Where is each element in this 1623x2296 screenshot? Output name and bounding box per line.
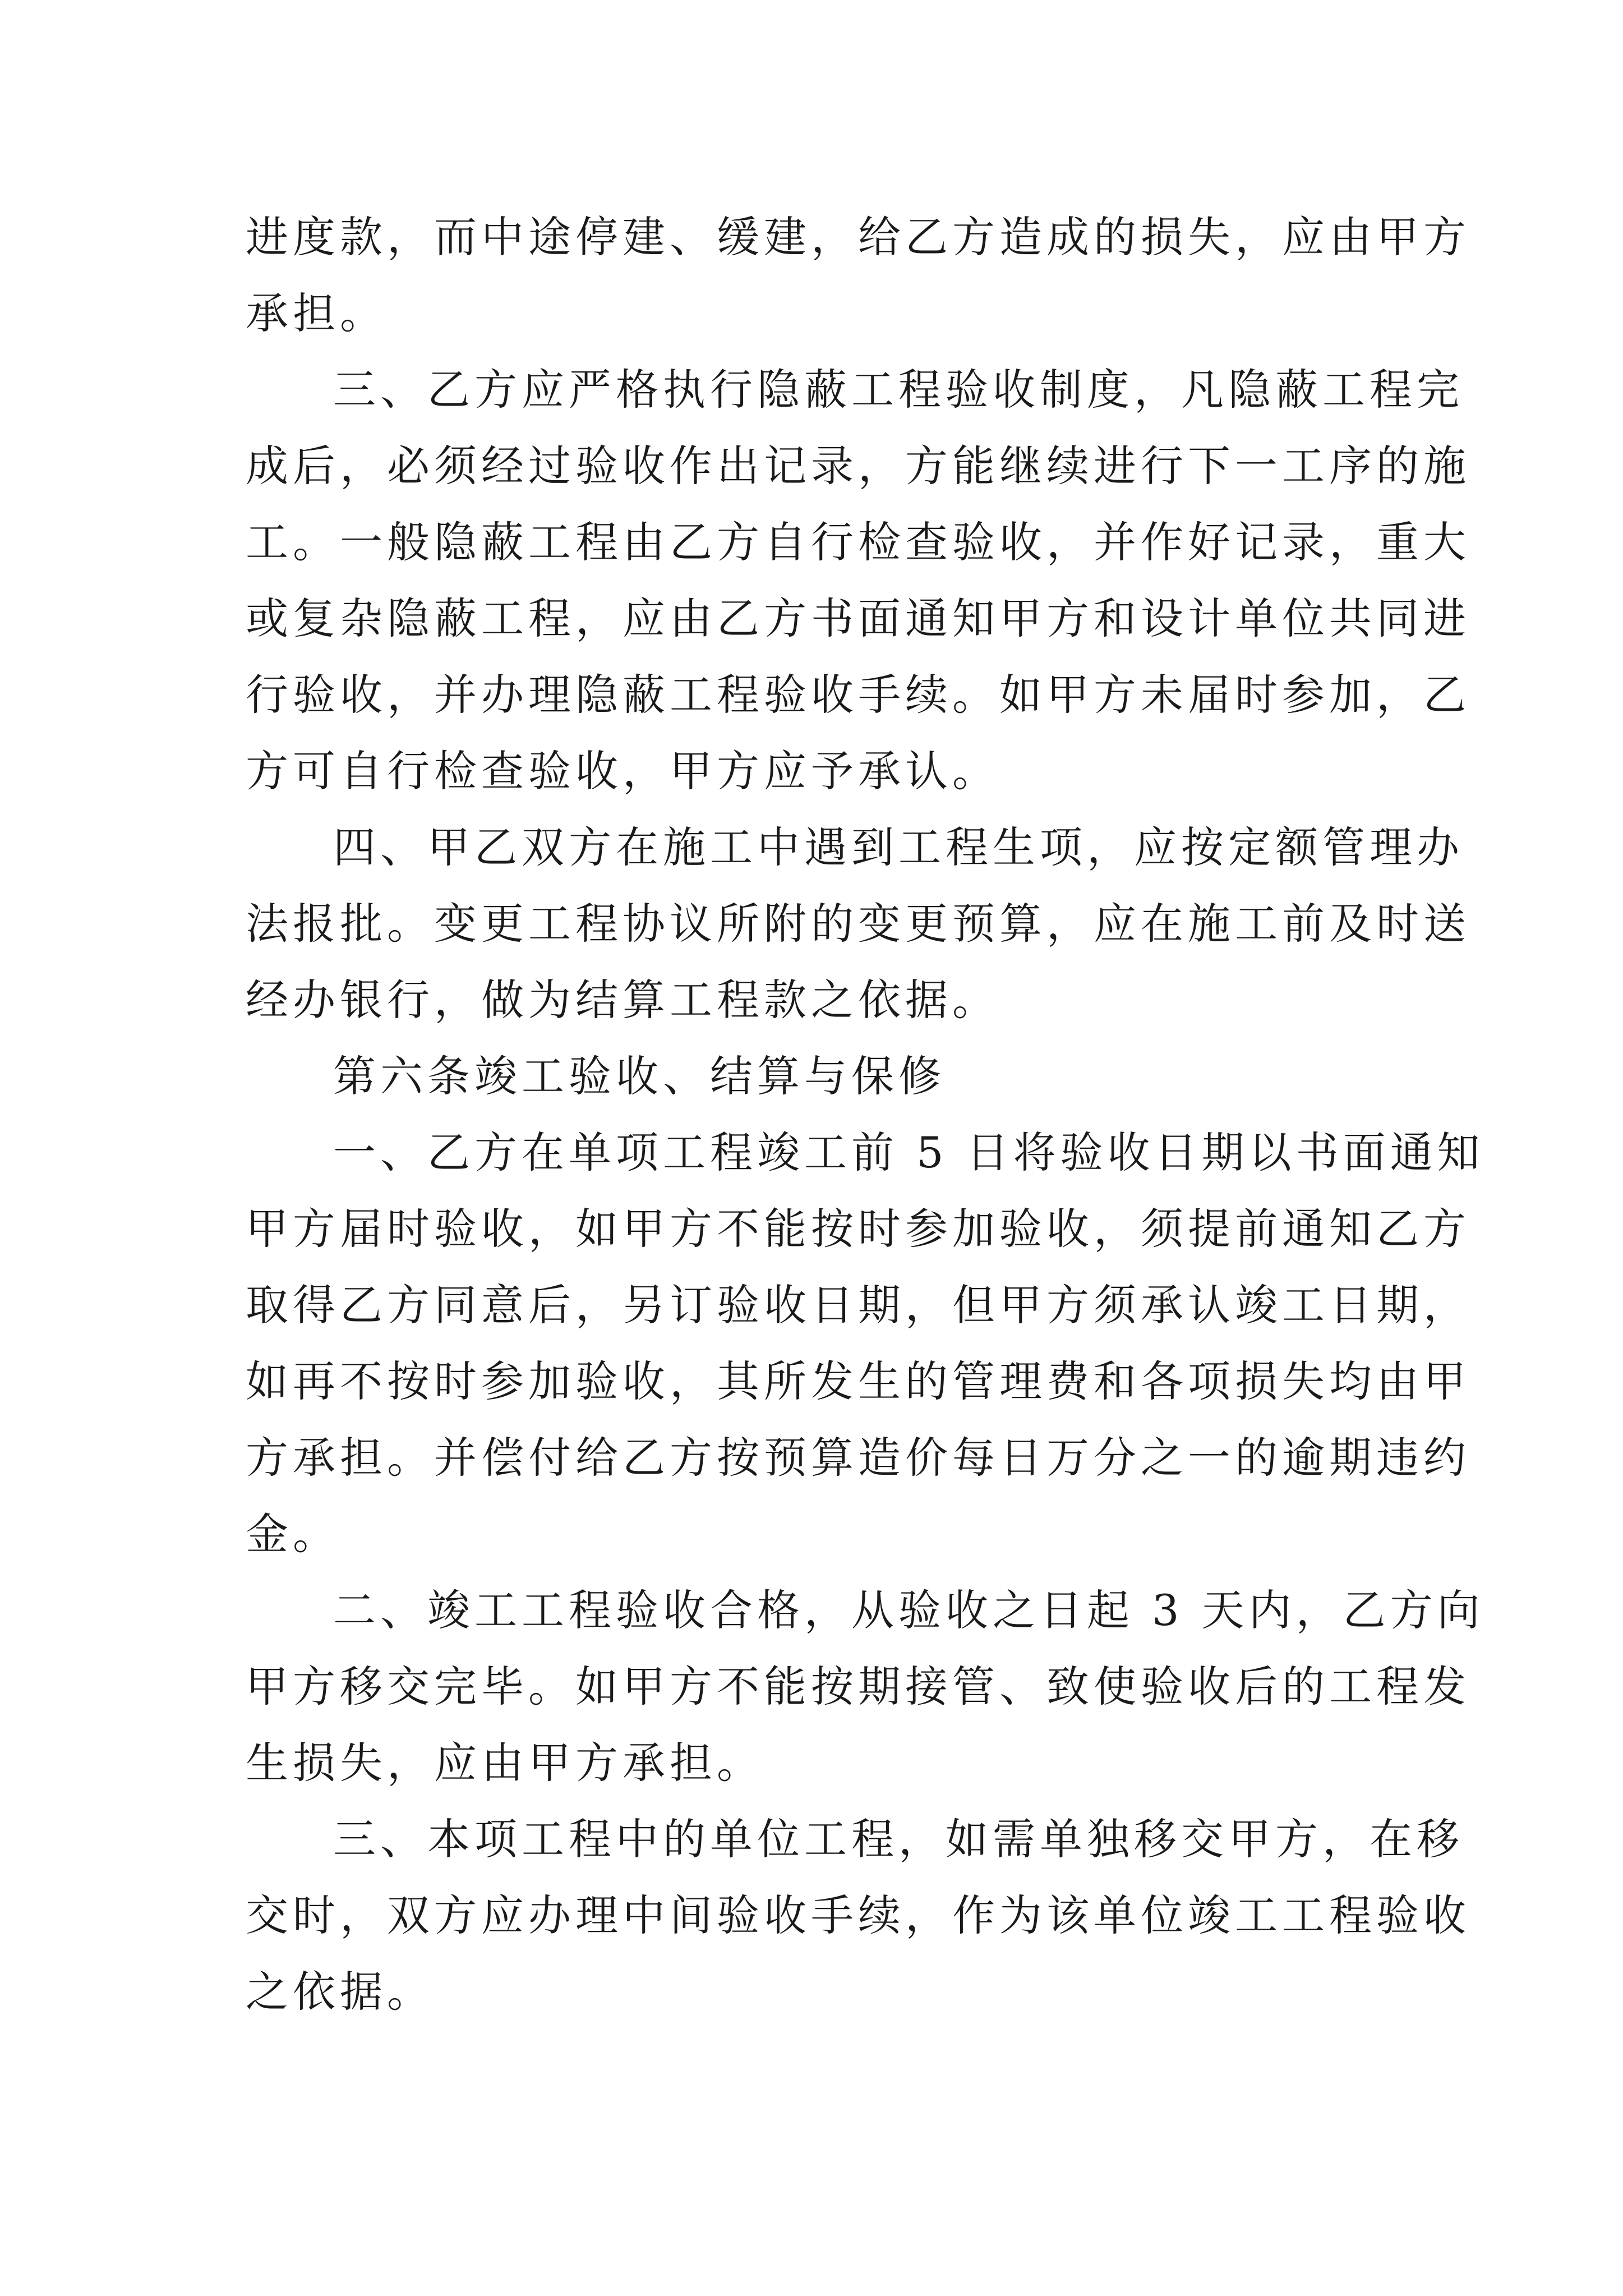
text-line: 二、竣工工程验收合格，从验收之日起 3 天内，乙方向: [333, 1585, 1484, 1635]
text-line: 金。: [246, 1509, 340, 1559]
text-line: 之依据。: [246, 1967, 434, 2017]
text-line: 四、甲乙双方在施工中遇到工程生项，应按定额管理办: [333, 822, 1464, 872]
text-line: 方可自行检查验收，甲方应予承认。: [246, 746, 999, 796]
text-line: 三、乙方应严格执行隐蔽工程验收制度，凡隐蔽工程完: [333, 365, 1464, 415]
text-line: 行验收，并办理隐蔽工程验收手续。如甲方未届时参加，乙: [246, 670, 1470, 720]
text-line: 工。一般隐蔽工程由乙方自行检查验收，并作好记录，重大: [246, 517, 1470, 567]
text-line: 如再不按时参加验收，其所发生的管理费和各项损失均由甲: [246, 1356, 1470, 1406]
text-line: 成后，必须经过验收作出记录，方能继续进行下一工序的施: [246, 441, 1470, 491]
text-line: 方承担。并偿付给乙方按预算造价每日万分之一的逾期违约: [246, 1433, 1470, 1483]
text-line: 法报批。变更工程协议所附的变更预算，应在施工前及时送: [246, 899, 1470, 949]
text-line: 取得乙方同意后，另订验收日期，但甲方须承认竣工日期，: [246, 1280, 1470, 1330]
text-line: 经办银行，做为结算工程款之依据。: [246, 975, 999, 1025]
section-heading: 第六条竣工验收、结算与保修: [333, 1051, 946, 1101]
text-line: 承担。: [246, 288, 387, 338]
text-line: 或复杂隐蔽工程，应由乙方书面通知甲方和设计单位共同进: [246, 593, 1470, 643]
text-line: 交时，双方应办理中间验收手续，作为该单位竣工工程验收: [246, 1890, 1470, 1940]
text-line: 甲方届时验收，如甲方不能按时参加验收，须提前通知乙方: [246, 1204, 1470, 1254]
text-line: 进度款，而中途停建、缓建，给乙方造成的损失，应由甲方: [246, 212, 1470, 262]
text-line: 一、乙方在单项工程竣工前 5 日将验收日期以书面通知: [333, 1128, 1484, 1177]
text-line: 甲方移交完毕。如甲方不能按期接管、致使验收后的工程发: [246, 1662, 1470, 1711]
text-line: 生损失，应由甲方承担。: [246, 1738, 764, 1788]
document-body: [246, 199, 1484, 2030]
text-line: 三、本项工程中的单位工程，如需单独移交甲方，在移: [333, 1814, 1464, 1864]
